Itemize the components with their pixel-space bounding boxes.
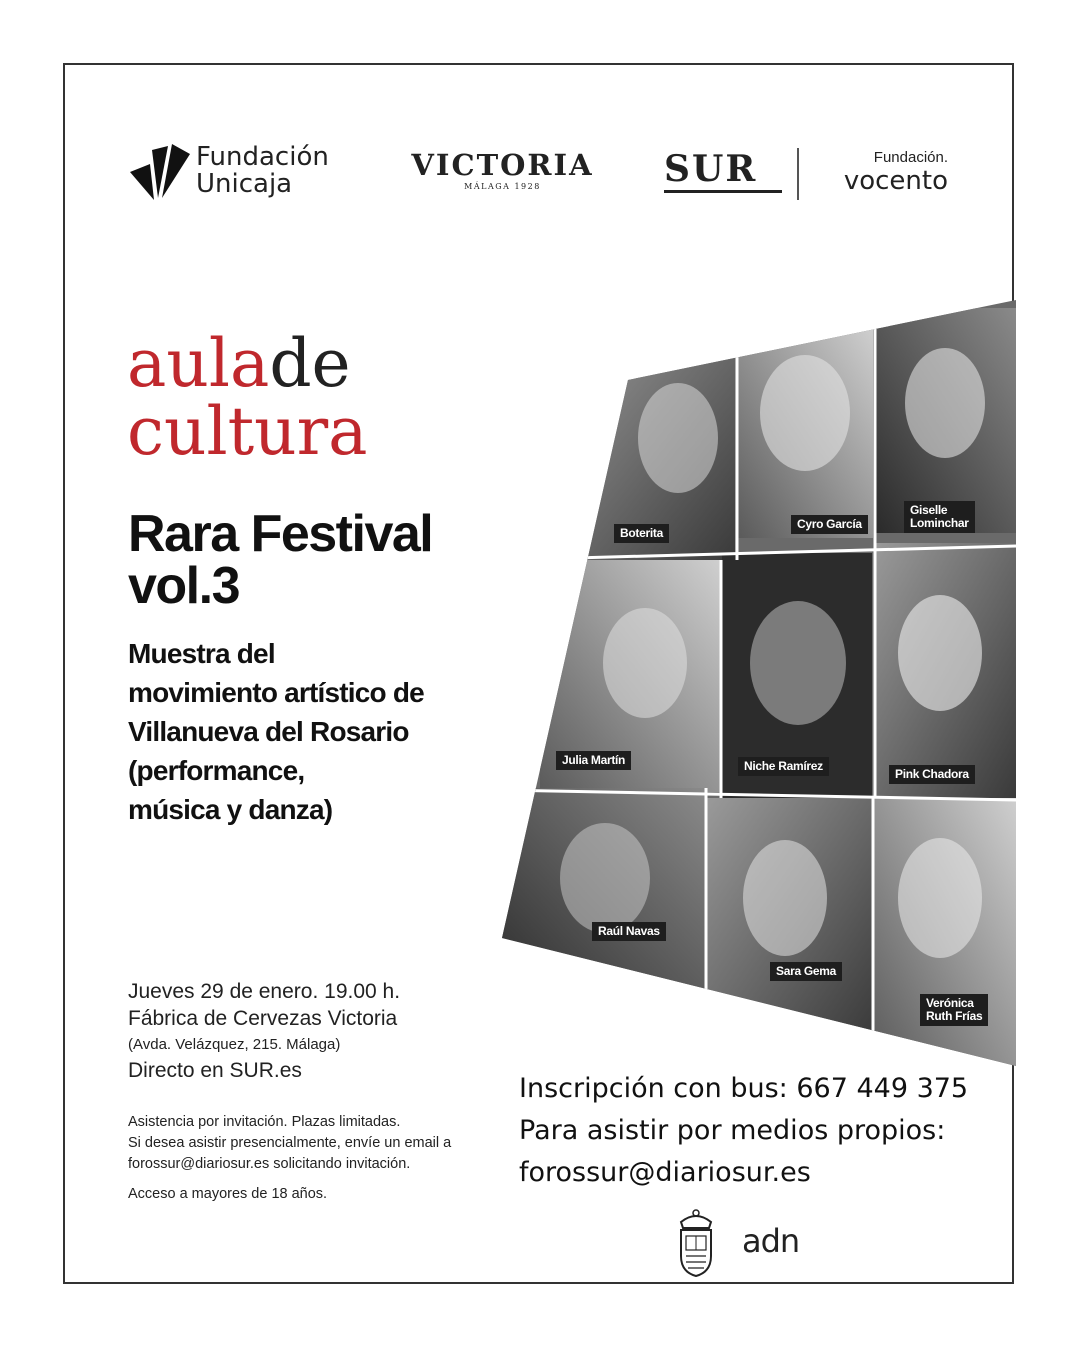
contact-own-means: Para asistir por medios propios: [519,1115,946,1146]
subtitle-line: Muestra del [128,638,275,669]
event-date: Jueves 29 de enero. 19.00 h. [128,980,401,1003]
artist-label-line: Giselle [910,503,948,517]
artist-label-julia-martin: Julia Martín [556,751,631,770]
event-subtitle [128,634,508,829]
subtitle-line: (performance, [128,755,305,786]
event-details [128,978,400,1084]
artist-label-veronica-ruth-frias [920,994,988,1026]
artist-label-giselle-lominchar [904,501,975,533]
cultura-word: cultura [127,393,368,470]
artist-label-line: Lominchar [910,516,969,530]
note-line: forossur@diariosur.es solicitando invitación. [128,1156,411,1172]
note-line: Asistencia por invitación. Plazas limitadas. [128,1114,401,1130]
artist-label-sara-gema: Sara Gema [770,962,842,981]
vocento-logo [808,150,948,200]
contact-bus: Inscripción con bus: 667 449 375 [519,1073,969,1104]
event-venue: Fábrica de Cervezas Victoria [128,1007,398,1030]
vocento-small: Fundación. [873,149,948,166]
logo-divider [797,148,799,200]
municipal-crest-icon [675,1208,717,1283]
artist-label-pink-chadora: Pink Chadora [889,765,975,784]
adn-logo: adn [742,1222,800,1260]
artists-photo-grid [500,298,1016,1066]
unicaja-line1: Fundación [196,142,329,172]
photo-grid-graphic [500,298,1016,1066]
event-stream: Directo en SUR.es [128,1059,302,1082]
sur-name: SUR [664,148,758,190]
event-title [128,505,433,615]
victoria-name: VICTORIA [411,148,594,182]
artist-label-boterita: Boterita [614,524,669,543]
artist-label-line: Verónica [926,996,974,1010]
de-word: de [269,325,351,402]
vocento-name: vocento [843,166,948,196]
sur-underline [664,190,782,193]
contact-email: forossur@diariosur.es [519,1157,811,1188]
aula-de-cultura-title [127,325,368,470]
artist-label-raul-navas: Raúl Navas [592,922,666,941]
note-line: Si desea asistir presencialmente, envíe un email a [128,1135,452,1151]
subtitle-line: Villanueva del Rosario [128,716,409,747]
victoria-logo [400,150,605,200]
aula-word: aula [127,325,270,402]
victoria-sub: MÁLAGA 1928 [464,182,541,191]
unicaja-line2: Unicaja [196,169,293,199]
fundacion-unicaja-logo [128,142,358,204]
artist-label-niche-ramirez: Niche Ramírez [738,757,829,776]
attendance-notes [128,1112,451,1175]
event-title-line2: vol.3 [128,557,239,615]
subtitle-line: música y danza) [128,794,333,825]
sur-logo [664,150,784,195]
unicaja-emblem-icon [128,142,190,204]
registration-contact [519,1068,968,1194]
event-title-line1: Rara Festival [128,505,433,563]
artist-label-line: Ruth Frías [926,1009,983,1023]
artist-label-cyro-garcia: Cyro García [791,515,868,534]
subtitle-line: movimiento artístico de [128,677,424,708]
event-address: (Avda. Velázquez, 215. Málaga) [128,1036,341,1053]
age-restriction: Acceso a mayores de 18 años. [128,1186,328,1202]
